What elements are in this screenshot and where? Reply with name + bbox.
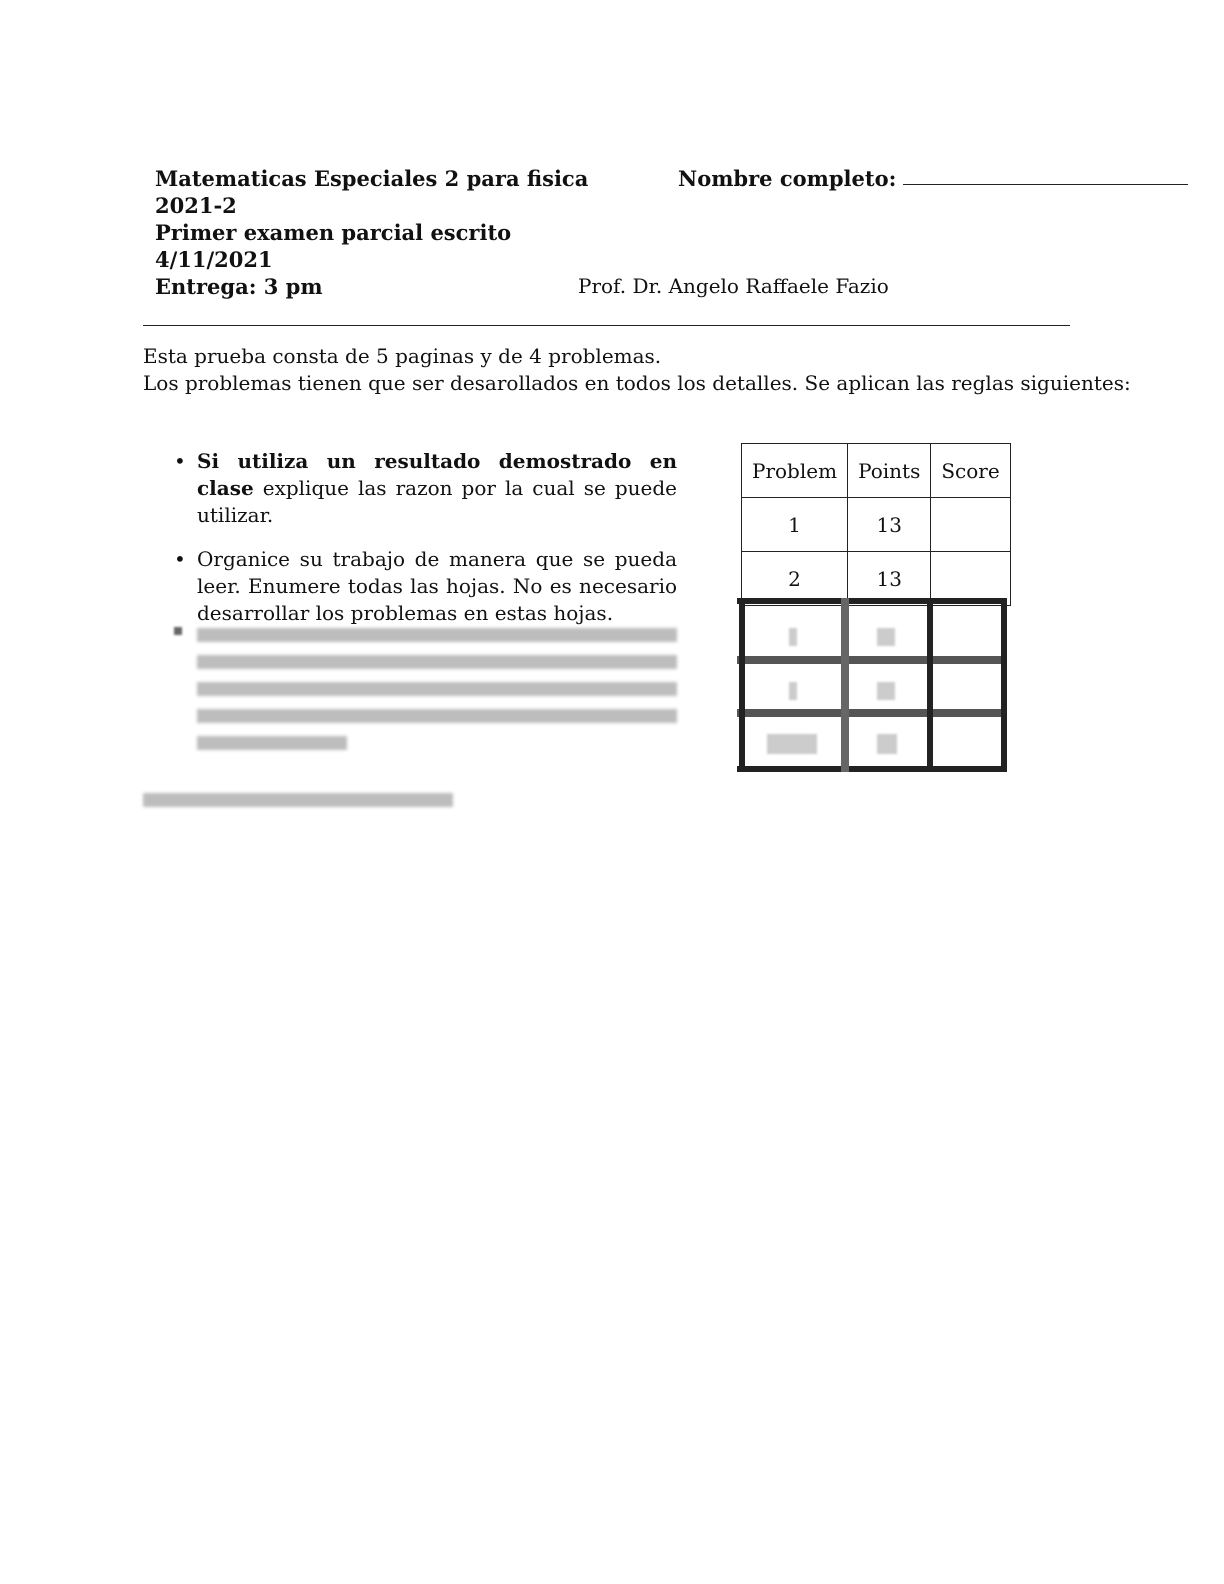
rule-bold: Si utiliza un resultado demostrado en clase xyxy=(197,449,677,500)
intro-line-2: Los problemas tienen que ser desarollados en todos los detalles. Se aplican las reglas siguientes: xyxy=(143,371,1131,395)
table-header-row xyxy=(742,444,1011,498)
points-cell: 13 xyxy=(848,552,931,606)
rule-text: explique las razon por la cual se puede utilizar. xyxy=(197,476,677,527)
course-title: Matematicas Especiales 2 para fisica xyxy=(155,166,589,191)
exam-date: 4/11/2021 xyxy=(155,247,273,272)
table-row xyxy=(742,498,1011,552)
rule-item xyxy=(172,448,677,529)
redacted-table-rows xyxy=(737,598,1007,772)
bullet: • xyxy=(174,547,186,571)
term: 2021-2 xyxy=(155,193,237,218)
bullet: • xyxy=(174,449,186,473)
redacted-rule xyxy=(172,615,677,763)
header-divider xyxy=(143,325,1070,326)
problem-cell: 2 xyxy=(742,552,848,606)
name-label: Nombre completo: xyxy=(678,166,897,191)
points-table xyxy=(741,443,1011,606)
header-problem: Problem xyxy=(742,444,848,498)
name-field-line[interactable] xyxy=(903,184,1188,185)
points-cell: 13 xyxy=(848,498,931,552)
redacted-note xyxy=(143,780,453,820)
professor: Prof. Dr. Angelo Raffaele Fazio xyxy=(578,274,889,298)
intro-line-1: Esta prueba consta de 5 paginas y de 4 problemas. xyxy=(143,344,662,368)
bullet-redacted xyxy=(174,627,182,635)
problem-cell: 1 xyxy=(742,498,848,552)
header-points: Points xyxy=(848,444,931,498)
header-score: Score xyxy=(931,444,1010,498)
rule-text: Organice su trabajo de manera que se pueda leer. Enumere todas las hojas. No es necesario desarrollar los problemas en estas hojas. xyxy=(197,547,677,625)
exam-title: Primer examen parcial escrito xyxy=(155,220,512,245)
score-cell[interactable] xyxy=(931,498,1010,552)
due-time: Entrega: 3 pm xyxy=(155,274,323,299)
